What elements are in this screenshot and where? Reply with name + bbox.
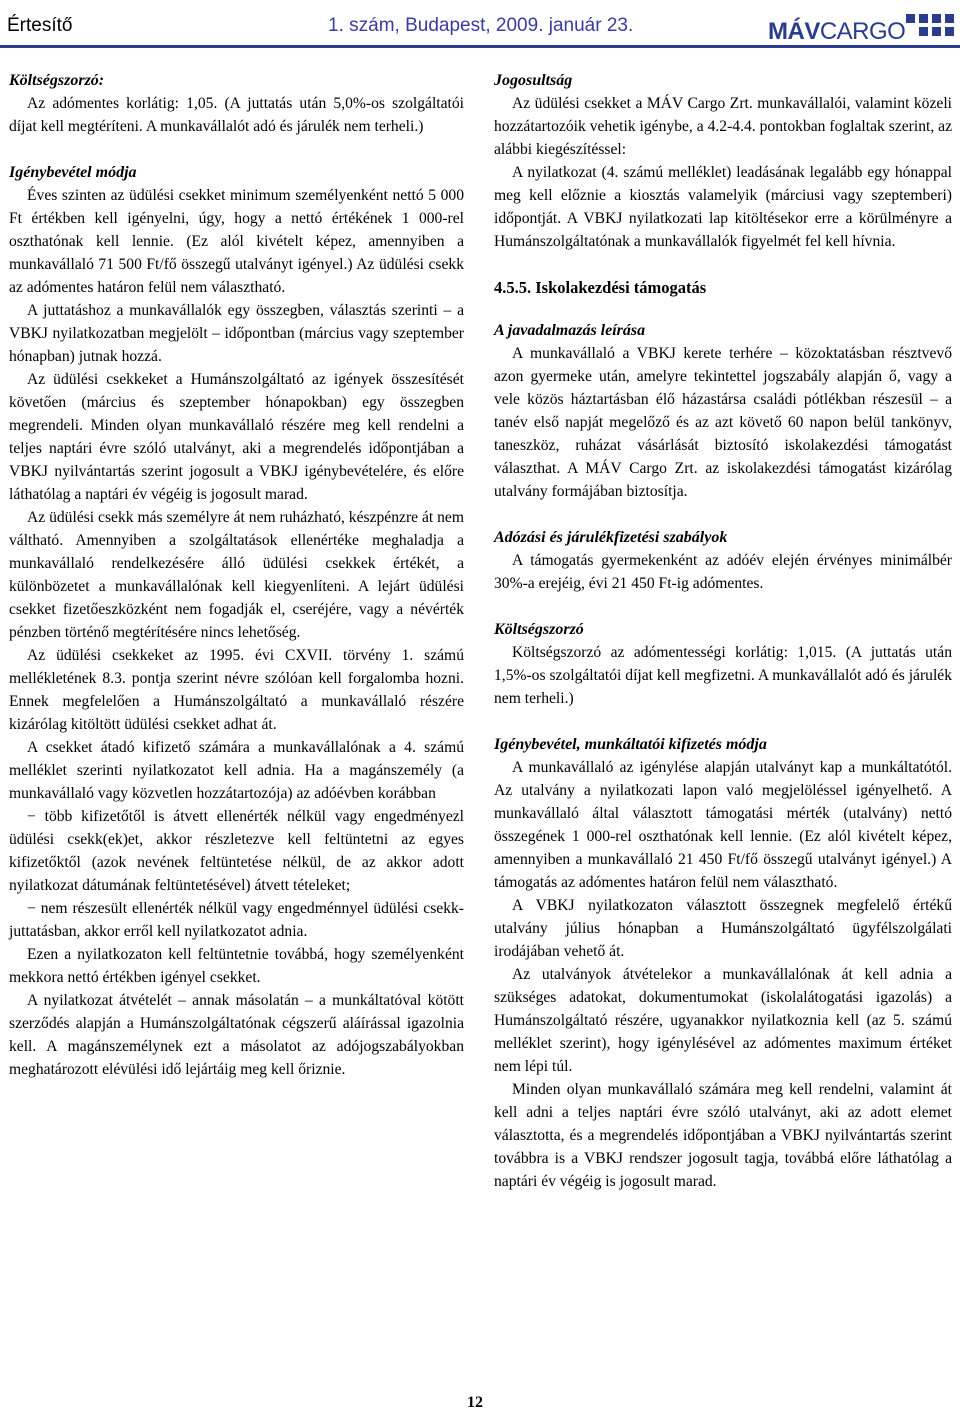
- heading-igenybevetel: Igénybevétel módja: [9, 164, 137, 181]
- logo-squares-icon: [900, 10, 960, 40]
- spacer: [9, 138, 464, 161]
- paragraph: A munkavállaló az igénylése alapján utalványt kap a munkáltatótól. Az utalvány a nyilatkozati lapon való megjelöléssel igényelhető. A munkavállaló által választott támogatási mérték (utalvány) nettó összegének 1 000-rel oszthatónak kell lennie. (Ez alól kivételt képez, amennyiben a munkavállaló 21 450 Ft/fő összegű utalványt igényel.) A támogatás az adómentes határon felül nem választható.: [494, 759, 952, 891]
- paragraph: Az üdülési csekkeket az 1995. évi CXVII. törvény 1. számú mellékletének 8.3. pontja szerint névre szólóan kell forgalomba hozni. Ennek megfelelően a Humánszolgáltató a munkavállaló részére kizárólag kitöltött üdülési csekket adhat át.: [9, 647, 464, 733]
- header-rule: [0, 45, 960, 48]
- spacer: [494, 503, 952, 526]
- list-item: − nem részesült ellenérték nélkül vagy engedménnyel üdülési csekk-juttatásban, akkor erről kell nyilatkozatot adnia.: [9, 900, 464, 940]
- paragraph: A juttatáshoz a munkavállalók egy összegben, választás szerinti – a VBKJ nyilatkozatban megjelölt – időpontban (március vagy szeptember hónapban) jutnak hozzá.: [9, 302, 464, 365]
- logo-light: CARGO: [819, 18, 906, 45]
- right-column: [494, 69, 952, 1193]
- heading-leiras: A javadalmazás leírása: [494, 322, 646, 339]
- logo-bold: MÁV: [768, 18, 820, 45]
- spacer: [494, 253, 952, 276]
- spacer: [494, 299, 952, 319]
- left-column: [9, 69, 464, 1081]
- issue-info: 1. szám, Budapest, 2009. január 23.: [328, 15, 634, 36]
- heading-koltsegszorzo: Költségszorzó:: [9, 72, 105, 89]
- paragraph: A támogatás gyermekenként az adóév elején érvényes minimálbér 30%-a erejéig, évi 21 450 Ft-ig adómentes.: [494, 552, 952, 592]
- paragraph: A VBKJ nyilatkozaton választott összegnek megfelelő értékű utalvány július hónapban a Humánszolgáltató ügyfélszolgálati irodájában vehető át.: [494, 897, 952, 960]
- paragraph: Az üdülési csekk más személyre át nem ruházható, készpénzre át nem váltható. Amennyiben a szolgáltatások ellenértéke meghaladja a munkavállaló rendelkezésére álló üdülési csekkek értékét, a különbözetet a munkavállalónak kell kiegyenlíteni. A lejárt üdülési csekket fizetőeszközként nem fogadják el, cseréjére, vagy a névérték pénzben történő megtérítésére nincs lehetőség.: [9, 509, 464, 641]
- spacer: [494, 710, 952, 733]
- paragraph: A munkavállaló a VBKJ kerete terhére – közoktatásban résztvevő azon gyermeke után, amelyre tekintettel jogszabály alapján ő, vagy a vele közös háztartásban élő házastársa családi pótlékban részesül – a tanév első napját megelőző és az azt követő 60 napon belül tankönyv, taneszköz, ruházat vásárlását biztosító iskolakezdési támogatást választhat. A MÁV Cargo Zrt. az iskolakezdési támogatást kizárólag utalvány formájában biztosítja.: [494, 345, 952, 500]
- paragraph: Ezen a nyilatkozaton kell feltüntetnie továbbá, hogy személyenként mekkora nettó értékben igényel csekket.: [9, 946, 464, 986]
- paragraph: Az üdülési csekkeket a Humánszolgáltató az igények összesítését követően (március és szeptember hónapokban) egy összegben megrendeli. Minden olyan munkavállaló részére meg kell rendelni a teljes naptári évre szóló utalványt, aki a megrendelés időpontjában a VBKJ nyilvántartás szerint jogosult a VBKJ igénybevételére, és előre láthatólag a naptári év végéig is jogosult marad.: [9, 371, 464, 503]
- paragraph: A nyilatkozat átvételét – annak másolatán – a munkáltatóval kötött szerződés alapján a Humánszolgáltatónak cégszerű aláírással igazolnia kell. A magánszemélynek ezt a másolatot az adójogszabályokban meghatározott elévülési idő lejártáig meg kell őriznie.: [9, 992, 464, 1078]
- paragraph: Éves szinten az üdülési csekket minimum személyenként nettó 5 000 Ft értékben kell igényelni, úgy, hogy a nettó értékének 1 000-rel oszthatónak kell lennie. (Ez alól kivételt képez, amennyiben a munkavállaló 71 500 Ft/fő összegű utalványt igényel.) Az üdülési csekk az adómentes határon felül nem választható.: [9, 187, 464, 296]
- heading-adozas: Adózási és járulékfizetési szabályok: [494, 529, 728, 546]
- paragraph: Az üdülési csekket a MÁV Cargo Zrt. munkavállalói, valamint közeli hozzátartozóik vehetik igénybe, a 4.2-4.4. pontokban foglaltak szerint, az alábbi kiegészítéssel:: [494, 95, 952, 158]
- paragraph: A csekket átadó kifizető számára a munkavállalónak a 4. számú melléklet szerinti nyilatkozatot kell adnia. Ha a magánszemély (a munkavállaló vagy közvetlen hozzátartozója) az adóévben korábban: [9, 739, 464, 802]
- page-number: 12: [467, 1394, 483, 1411]
- paragraph: A nyilatkozat (4. számú melléklet) leadásának legalább egy hónappal meg kell előznie a kiosztás valamelyik (márciusi vagy szeptemberi) időpontját. A VBKJ nyilatkozati lap kitöltésekor erre a körülményre a Humánszolgáltatónak a munkavállalók figyelmét fel kell hívnia.: [494, 164, 952, 250]
- paragraph-koltsegszorzo: Az adómentes korlátig: 1,05. (A juttatás után 5,0%-os szolgáltatói díjat kell megtéríteni. A munkavállalót adó és járulék nem terheli.): [9, 95, 464, 135]
- paragraph: Minden olyan munkavállaló számára meg kell rendelni, valamint át kell adni a teljes naptári évre szóló utalványt, aki az adott elemet választotta, és a megrendelés időpontjában a VBKJ nyilvántartás szerint továbbra is a VBKJ rendszer jogosult tagja, továbbá előre láthatólag a naptári év végéig is jogosult marad.: [494, 1081, 952, 1190]
- page-header: [0, 0, 960, 44]
- heading-koltsegszorzo-right: Költségszorzó: [494, 621, 584, 638]
- paragraph: Költségszorzó az adómentességi korlátig: 1,015. (A juttatás után 1,5%-os szolgáltatói díjat kell megfizetni. A munkavállalót adó és járulék nem terheli.): [494, 644, 952, 707]
- section-title: 4.5.5. Iskolakezdési támogatás: [494, 278, 707, 297]
- journal-name: Értesítő: [7, 15, 73, 36]
- spacer: [494, 595, 952, 618]
- paragraph: Az utalványok átvételekor a munkavállalónak át kell adnia a szükséges adatokat, dokumentumokat (iskolalátogatási igazolás) a Humánszolgáltató részére, ugyanakkor nyilatkoznia kell (az 5. számú melléklet szerint), hogy igénylésével az adómentes maximum értéket nem lépi túl.: [494, 966, 952, 1075]
- heading-jogosultsag: Jogosultság: [494, 72, 573, 89]
- logo-text: [768, 18, 905, 46]
- list-item: − több kifizetőtől is átvett ellenérték nélkül vagy engedményezl üdülési csekk(ek)et, akkor részletezve kell feltüntetni az egyes kifizetőktől (azok nevének feltüntetése nélkül, de az akkor adott nyilatkozat dátumának feltüntetésével) átvett tételeket;: [9, 808, 464, 894]
- heading-igenybevetel-kifizetes: Igénybevétel, munkáltatói kifizetés módja: [494, 736, 767, 753]
